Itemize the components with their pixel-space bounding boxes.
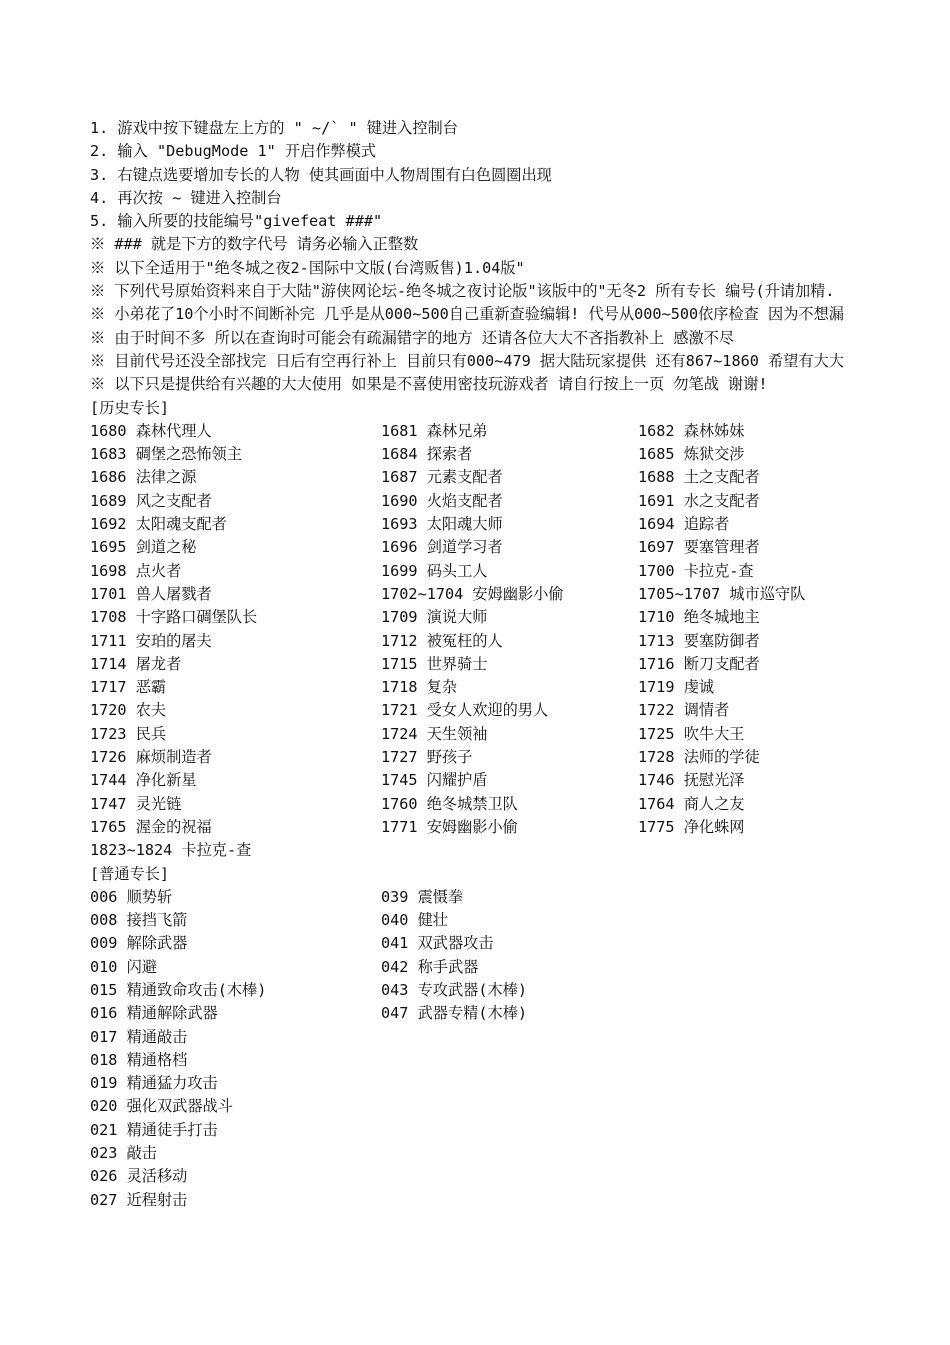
- feat-entry: 019 精通猛力攻击: [90, 1074, 218, 1093]
- feat-entry: 1702~1704 安姆幽影小偷: [381, 584, 564, 603]
- feat-row: [90, 513, 950, 536]
- feat-entry: 040 健壮: [381, 911, 448, 930]
- normal-feats-table: [90, 886, 950, 1212]
- feat-row: [90, 1072, 950, 1095]
- feat-entry: 1764 商人之友: [638, 794, 745, 813]
- instruction-line: 2. 输入 "DebugMode 1" 开启作弊模式: [90, 142, 377, 161]
- feat-entry: 023 敲击: [90, 1144, 157, 1163]
- feat-row: [90, 560, 950, 583]
- instruction-line: 3. 右键点选要增加专长的人物 使其画面中人物周围有白色圆圈出现: [90, 165, 552, 184]
- feat-entry: 1747 灵光链: [90, 794, 182, 813]
- document-page: [90, 117, 950, 1212]
- feat-entry: 1745 闪耀护盾: [381, 771, 488, 790]
- feat-entry: 1693 太阳魂大师: [381, 515, 503, 534]
- instruction-line: ※ 小弟花了10个小时不间断补完 几乎是从000~500自己重新查验编辑! 代号从000~500依序检查 因为不想漏: [90, 305, 844, 324]
- feat-row: [90, 1142, 950, 1165]
- feat-entry: 1710 绝冬城地主: [638, 608, 760, 627]
- feat-entry: 1720 农夫: [90, 701, 167, 720]
- feat-entry: 006 顺势斩: [90, 887, 173, 906]
- feat-entry: 017 精通敲击: [90, 1027, 188, 1046]
- feat-entry: 1711 安珀的屠夫: [90, 631, 212, 650]
- feat-entry: 1685 炼狱交涉: [638, 445, 745, 464]
- feat-row: [90, 1002, 950, 1025]
- feat-row: [90, 769, 950, 792]
- feat-entry: 039 震慑拳: [381, 887, 464, 906]
- feat-entry: 1725 吹牛大王: [638, 724, 745, 743]
- feat-entry: 1727 野孩子: [381, 748, 473, 767]
- feat-entry: 1705~1707 城市巡守队: [638, 584, 806, 603]
- feat-row: [90, 793, 950, 816]
- feat-row: [90, 443, 950, 466]
- feat-row: [90, 606, 950, 629]
- feat-row: [90, 723, 950, 746]
- feat-entry: 1771 安姆幽影小偷: [381, 817, 518, 836]
- feat-row: [90, 956, 950, 979]
- feat-entry: 1697 要塞管理者: [638, 538, 760, 557]
- feat-entry: 1690 火焰支配者: [381, 491, 503, 510]
- feat-entry: 1689 风之支配者: [90, 491, 212, 510]
- feat-entry: 1681 森林兄弟: [381, 421, 488, 440]
- feat-row: [90, 676, 950, 699]
- feat-entry: 1716 断刀支配者: [638, 654, 760, 673]
- feat-entry: 1765 渥金的祝福: [90, 817, 212, 836]
- feat-row: [90, 490, 950, 513]
- feat-entry: 008 接挡飞箭: [90, 911, 188, 930]
- feat-row: [90, 816, 950, 839]
- feat-row: [90, 1049, 950, 1072]
- feat-entry: 1687 元素支配者: [381, 468, 503, 487]
- feat-entry: 1688 土之支配者: [638, 468, 760, 487]
- feat-entry: 047 武器专精(木棒): [381, 1004, 527, 1023]
- instruction-line: 1. 游戏中按下键盘左上方的 " ~/` " 键进入控制台: [90, 119, 458, 137]
- feat-entry: 015 精通致命攻击(木棒): [90, 980, 267, 999]
- feat-entry: 1714 屠龙者: [90, 654, 182, 673]
- feat-entry: 1718 复杂: [381, 678, 458, 697]
- feat-entry: 1724 天生领袖: [381, 724, 488, 743]
- feat-entry: 1775 净化蛛网: [638, 817, 745, 836]
- feat-entry: 1694 追踪者: [638, 515, 730, 534]
- feat-entry: 027 近程射击: [90, 1190, 188, 1209]
- feat-row: [90, 1095, 950, 1118]
- feat-entry: 1700 卡拉克-查: [638, 561, 754, 580]
- feat-entry: 1680 森林代理人: [90, 421, 212, 440]
- feat-entry: 1713 要塞防御者: [638, 631, 760, 650]
- feat-entry: 009 解除武器: [90, 934, 188, 953]
- feat-entry: 1692 太阳魂支配者: [90, 515, 227, 534]
- feat-entry: 1726 麻烦制造者: [90, 748, 212, 767]
- feat-entry: 1744 净化新星: [90, 771, 197, 790]
- feat-entry: 1723 民兵: [90, 724, 167, 743]
- feat-row: [90, 466, 950, 489]
- instructions-list: [90, 117, 950, 397]
- feat-entry: 1728 法师的学徒: [638, 748, 760, 767]
- feat-entry: 1683 碉堡之恐怖领主: [90, 445, 243, 464]
- feat-entry: 1699 码头工人: [381, 561, 488, 580]
- feat-row: [90, 839, 950, 862]
- instruction-line: ※ 由于时间不多 所以在查询时可能会有疏漏错字的地方 还请各位大大不吝指教补上 感激不尽: [90, 328, 735, 347]
- feat-row: [90, 746, 950, 769]
- feat-entry: 021 精通徒手打击: [90, 1120, 218, 1139]
- instruction-line: ※ ### 就是下方的数字代号 请务必输入正整数: [90, 235, 419, 254]
- history-feats-table: [90, 420, 950, 863]
- feat-entry: 1717 恶霸: [90, 678, 167, 697]
- feat-row: [90, 536, 950, 559]
- feat-row: [90, 653, 950, 676]
- feat-row: [90, 630, 950, 653]
- instruction-line: ※ 目前代号还没全部找完 日后有空再行补上 目前只有000~479 据大陆玩家提供 还有867~1860 希望有大大: [90, 351, 844, 370]
- feat-row: [90, 1189, 950, 1212]
- history-feats-heading: [历史专长]: [90, 398, 170, 417]
- feat-entry: 043 专攻武器(木棒): [381, 980, 527, 999]
- feat-entry: 1719 虔诚: [638, 678, 715, 697]
- feat-entry: 1715 世界骑士: [381, 654, 488, 673]
- feat-row: [90, 979, 950, 1002]
- feat-entry: 1746 抚慰光泽: [638, 771, 745, 790]
- normal-feats-heading: [普通专长]: [90, 864, 170, 883]
- feat-row: [90, 932, 950, 955]
- feat-entry: 1686 法律之源: [90, 468, 197, 487]
- feat-entry: 018 精通格档: [90, 1050, 188, 1069]
- feat-entry: 1760 绝冬城禁卫队: [381, 794, 518, 813]
- feat-entry: 016 精通解除武器: [90, 1004, 218, 1023]
- instruction-line: ※ 下列代号原始资料来自于大陆"游侠网论坛-绝冬城之夜讨论版"该版中的"无冬2 所有专长 编号(升请加精.: [90, 282, 835, 301]
- instruction-line: 5. 输入所要的技能编号"givefeat ###": [90, 212, 383, 231]
- feat-row: [90, 1165, 950, 1188]
- feat-entry: 1691 水之支配者: [638, 491, 760, 510]
- feat-entry: 1722 调情者: [638, 701, 730, 720]
- feat-row: [90, 1026, 950, 1049]
- feat-entry: 020 强化双武器战斗: [90, 1097, 233, 1116]
- feat-entry: 1712 被冤枉的人: [381, 631, 503, 650]
- feat-entry: 1721 受女人欢迎的男人: [381, 701, 549, 720]
- feat-entry: 1823~1824 卡拉克-查: [90, 841, 252, 860]
- feat-row: [90, 699, 950, 722]
- feat-row: [90, 420, 950, 443]
- feat-entry: 041 双武器攻击: [381, 934, 494, 953]
- feat-entry: 1684 探索者: [381, 445, 473, 464]
- feat-entry: 042 称手武器: [381, 957, 479, 976]
- feat-row: [90, 1119, 950, 1142]
- feat-entry: 1695 剑道之秘: [90, 538, 197, 557]
- instruction-line: ※ 以下全适用于"绝冬城之夜2-国际中文版(台湾贩售)1.04版": [90, 258, 525, 277]
- feat-entry: 1709 演说大师: [381, 608, 488, 627]
- feat-row: [90, 886, 950, 909]
- feat-row: [90, 909, 950, 932]
- feat-entry: 1696 剑道学习者: [381, 538, 503, 557]
- instruction-line: ※ 以下只是提供给有兴趣的大大使用 如果是不喜使用密技玩游戏者 请自行按上一页 勿笔战 谢谢!: [90, 375, 768, 394]
- feat-entry: 1701 兽人屠戮者: [90, 584, 212, 603]
- feat-row: [90, 583, 950, 606]
- feat-entry: 026 灵活移动: [90, 1167, 188, 1186]
- feat-entry: 1682 森林姊妹: [638, 421, 745, 440]
- instruction-line: 4. 再次按 ~ 键进入控制台: [90, 188, 282, 207]
- feat-entry: 010 闪避: [90, 957, 157, 976]
- feat-entry: 1698 点火者: [90, 561, 182, 580]
- feat-entry: 1708 十字路口碉堡队长: [90, 608, 258, 627]
